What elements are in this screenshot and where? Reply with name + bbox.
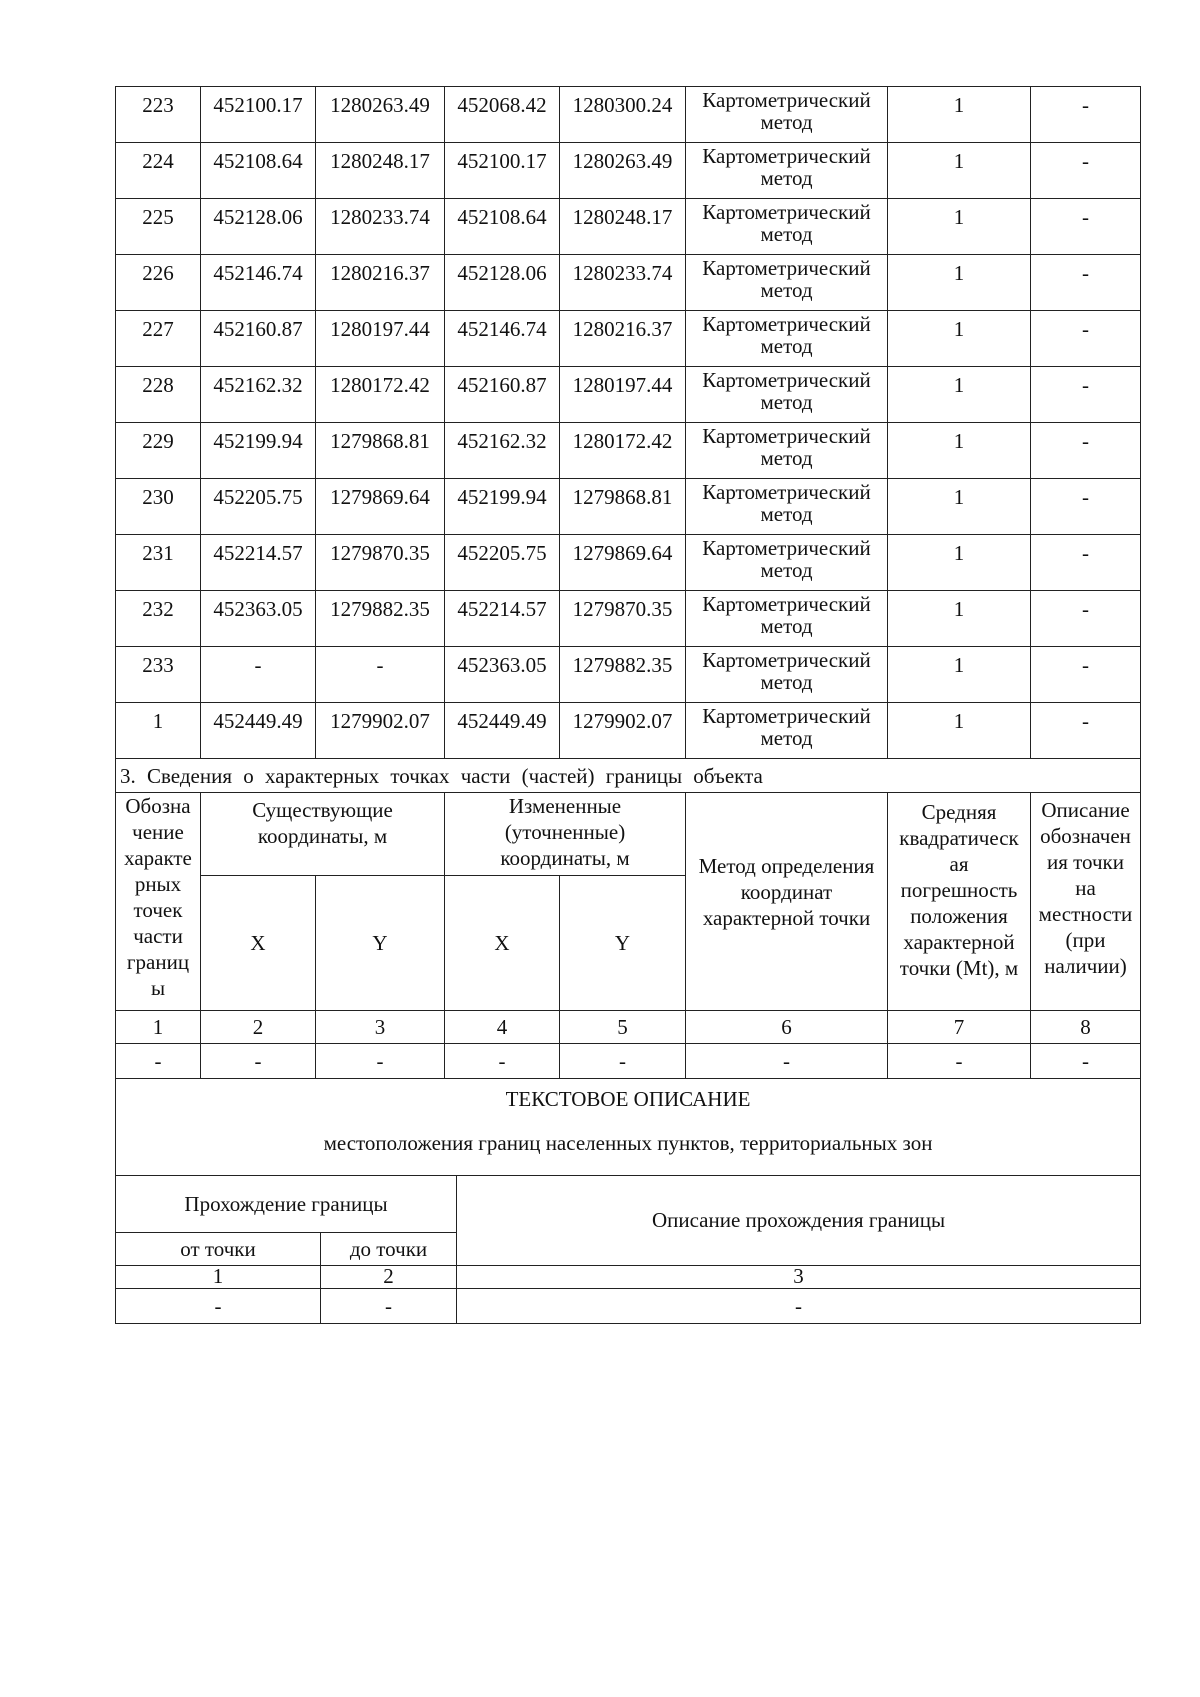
description-value: - bbox=[1031, 423, 1141, 479]
text-description-subtitle: местоположения границ населенных пунктов, территориальных зон bbox=[323, 1130, 933, 1155]
method-label: Картометрический bbox=[702, 256, 871, 280]
empty-cell: - bbox=[560, 1044, 686, 1079]
table-row bbox=[116, 255, 1141, 311]
changed-y: 1279869.64 bbox=[560, 535, 686, 591]
header-line: положения bbox=[910, 904, 1008, 928]
existing-x: 452146.74 bbox=[201, 255, 316, 311]
method-cell bbox=[686, 143, 888, 199]
changed-x: 452146.74 bbox=[445, 311, 560, 367]
error-value: 1 bbox=[888, 535, 1031, 591]
empty-cell: - bbox=[1031, 1044, 1141, 1079]
header-line: местности bbox=[1038, 902, 1133, 926]
error-value: 1 bbox=[888, 199, 1031, 255]
header-line: координаты, м bbox=[257, 824, 388, 848]
method-label: метод bbox=[760, 670, 813, 694]
header-error bbox=[888, 793, 1031, 1011]
header-line: наличии) bbox=[1044, 954, 1127, 978]
description-value: - bbox=[1031, 87, 1141, 143]
table-row bbox=[116, 535, 1141, 591]
passage-empty-row bbox=[116, 1288, 1141, 1323]
empty-cell: - bbox=[316, 1044, 445, 1079]
method-cell bbox=[686, 423, 888, 479]
error-value: 1 bbox=[888, 479, 1031, 535]
method-cell bbox=[686, 199, 888, 255]
header-line: погрешность bbox=[900, 878, 1018, 902]
point-number: 224 bbox=[116, 143, 201, 199]
section-3-empty-row bbox=[116, 1044, 1141, 1079]
passage-header: Прохождение границы bbox=[116, 1175, 457, 1232]
method-label: метод bbox=[760, 166, 813, 190]
text-description-title-row bbox=[116, 1078, 1141, 1175]
header-line: Обозна bbox=[125, 794, 191, 818]
existing-x: 452199.94 bbox=[201, 423, 316, 479]
error-value: 1 bbox=[888, 87, 1031, 143]
header-line: обозначен bbox=[1040, 824, 1131, 848]
changed-x: 452199.94 bbox=[445, 479, 560, 535]
existing-y: 1279882.35 bbox=[316, 591, 445, 647]
table-row bbox=[116, 591, 1141, 647]
table-row bbox=[116, 423, 1141, 479]
header-line: Средняя bbox=[921, 800, 997, 824]
table-row bbox=[116, 199, 1141, 255]
from-point-header: от точки bbox=[116, 1232, 321, 1265]
existing-y: 1280172.42 bbox=[316, 367, 445, 423]
changed-y: 1279902.07 bbox=[560, 703, 686, 759]
column-number: 8 bbox=[1031, 1011, 1141, 1044]
changed-y: 1280197.44 bbox=[560, 367, 686, 423]
column-number: 1 bbox=[116, 1265, 321, 1288]
header-line: характерной bbox=[903, 930, 1015, 954]
point-number: 231 bbox=[116, 535, 201, 591]
changed-y: 1279882.35 bbox=[560, 647, 686, 703]
changed-x: 452449.49 bbox=[445, 703, 560, 759]
empty-cell: - bbox=[116, 1288, 321, 1323]
existing-y: 1279868.81 bbox=[316, 423, 445, 479]
header-line: ая bbox=[949, 852, 969, 876]
error-value: 1 bbox=[888, 311, 1031, 367]
empty-cell: - bbox=[116, 1044, 201, 1079]
header-line: квадратическ bbox=[899, 826, 1019, 850]
changed-y: 1280172.42 bbox=[560, 423, 686, 479]
existing-x: 452162.32 bbox=[201, 367, 316, 423]
header-designation bbox=[116, 793, 201, 1011]
method-label: Картометрический bbox=[702, 648, 871, 672]
description-value: - bbox=[1031, 703, 1141, 759]
header-line: ы bbox=[150, 976, 166, 1000]
section-3-title-row bbox=[116, 759, 1141, 793]
existing-y: 1280216.37 bbox=[316, 255, 445, 311]
header-description bbox=[1031, 793, 1141, 1011]
method-label: метод bbox=[760, 390, 813, 414]
existing-y: 1279870.35 bbox=[316, 535, 445, 591]
existing-x: 452100.17 bbox=[201, 87, 316, 143]
method-cell bbox=[686, 255, 888, 311]
table-row bbox=[116, 367, 1141, 423]
method-label: Картометрический bbox=[702, 200, 871, 224]
text-description-table bbox=[115, 1078, 1141, 1324]
existing-x: - bbox=[201, 647, 316, 703]
point-number: 232 bbox=[116, 591, 201, 647]
method-label: метод bbox=[760, 558, 813, 582]
method-cell bbox=[686, 479, 888, 535]
header-line: рных bbox=[134, 872, 182, 896]
method-label: Картометрический bbox=[702, 424, 871, 448]
changed-x: 452108.64 bbox=[445, 199, 560, 255]
description-value: - bbox=[1031, 367, 1141, 423]
description-value: - bbox=[1031, 591, 1141, 647]
column-number: 3 bbox=[316, 1011, 445, 1044]
method-label: метод bbox=[760, 502, 813, 526]
method-label: Картометрический bbox=[702, 312, 871, 336]
empty-cell: - bbox=[888, 1044, 1031, 1079]
table-row bbox=[116, 87, 1141, 143]
method-label: Картометрический bbox=[702, 368, 871, 392]
method-label: метод bbox=[760, 222, 813, 246]
existing-x: 452108.64 bbox=[201, 143, 316, 199]
existing-y: 1279869.64 bbox=[316, 479, 445, 535]
table-row bbox=[116, 647, 1141, 703]
table-row bbox=[116, 143, 1141, 199]
method-label: Картометрический bbox=[702, 592, 871, 616]
empty-cell: - bbox=[686, 1044, 888, 1079]
point-number: 227 bbox=[116, 311, 201, 367]
empty-cell: - bbox=[457, 1288, 1141, 1323]
empty-cell: - bbox=[321, 1288, 457, 1323]
to-point-header: до точки bbox=[321, 1232, 457, 1265]
header-line: Метод определения bbox=[698, 854, 875, 878]
point-number: 225 bbox=[116, 199, 201, 255]
point-number: 229 bbox=[116, 423, 201, 479]
error-value: 1 bbox=[888, 423, 1031, 479]
description-value: - bbox=[1031, 535, 1141, 591]
method-label: метод bbox=[760, 110, 813, 134]
changed-x: 452162.32 bbox=[445, 423, 560, 479]
method-label: метод bbox=[760, 334, 813, 358]
changed-x: 452214.57 bbox=[445, 591, 560, 647]
error-value: 1 bbox=[888, 367, 1031, 423]
method-cell bbox=[686, 703, 888, 759]
changed-x: 452068.42 bbox=[445, 87, 560, 143]
header-line: чение bbox=[132, 820, 184, 844]
changed-x: 452128.06 bbox=[445, 255, 560, 311]
error-value: 1 bbox=[888, 143, 1031, 199]
column-number: 3 bbox=[457, 1265, 1141, 1288]
header-line: границ bbox=[126, 950, 190, 974]
existing-y: 1280263.49 bbox=[316, 87, 445, 143]
changed-y: 1280263.49 bbox=[560, 143, 686, 199]
changed-y: 1280233.74 bbox=[560, 255, 686, 311]
method-label: Картометрический bbox=[702, 704, 871, 728]
method-label: Картометрический bbox=[702, 88, 871, 112]
point-number: 223 bbox=[116, 87, 201, 143]
error-value: 1 bbox=[888, 647, 1031, 703]
existing-y: 1279902.07 bbox=[316, 703, 445, 759]
header-line: на bbox=[1075, 876, 1096, 900]
changed-y: 1280300.24 bbox=[560, 87, 686, 143]
header-changed-y: Y bbox=[560, 876, 686, 1011]
method-label: метод bbox=[760, 278, 813, 302]
existing-x: 452363.05 bbox=[201, 591, 316, 647]
method-label: метод bbox=[760, 446, 813, 470]
description-value: - bbox=[1031, 199, 1141, 255]
description-value: - bbox=[1031, 255, 1141, 311]
header-line: (уточненные) bbox=[504, 820, 626, 844]
text-description-heading: ТЕКСТОВОЕ ОПИСАНИЕ bbox=[505, 1086, 751, 1111]
description-value: - bbox=[1031, 479, 1141, 535]
existing-x: 452449.49 bbox=[201, 703, 316, 759]
existing-y: 1280248.17 bbox=[316, 143, 445, 199]
existing-x: 452214.57 bbox=[201, 535, 316, 591]
section-3-title: 3. Сведения о характерных точках части (частей) границы объекта bbox=[116, 759, 1141, 793]
description-value: - bbox=[1031, 311, 1141, 367]
column-number: 7 bbox=[888, 1011, 1031, 1044]
table-row bbox=[116, 703, 1141, 759]
column-number: 5 bbox=[560, 1011, 686, 1044]
changed-x: 452363.05 bbox=[445, 647, 560, 703]
header-line: ия точки bbox=[1046, 850, 1124, 874]
error-value: 1 bbox=[888, 255, 1031, 311]
header-changed-x: X bbox=[445, 876, 560, 1011]
table-row bbox=[116, 311, 1141, 367]
header-line: точки (Mt), м bbox=[899, 956, 1019, 980]
header-line: Существующие bbox=[252, 798, 393, 822]
passage-header-row bbox=[116, 1175, 1141, 1232]
header-existing-y: Y bbox=[316, 876, 445, 1011]
description-value: - bbox=[1031, 647, 1141, 703]
column-number: 2 bbox=[321, 1265, 457, 1288]
method-label: метод bbox=[760, 614, 813, 638]
existing-y: 1280197.44 bbox=[316, 311, 445, 367]
header-line: Измененные bbox=[508, 794, 622, 818]
description-value: - bbox=[1031, 143, 1141, 199]
table-row bbox=[116, 479, 1141, 535]
method-cell bbox=[686, 311, 888, 367]
method-cell bbox=[686, 535, 888, 591]
changed-x: 452205.75 bbox=[445, 535, 560, 591]
coordinates-table-body bbox=[116, 87, 1141, 759]
method-cell bbox=[686, 647, 888, 703]
changed-y: 1279870.35 bbox=[560, 591, 686, 647]
column-number: 4 bbox=[445, 1011, 560, 1044]
existing-x: 452128.06 bbox=[201, 199, 316, 255]
coordinates-table bbox=[115, 86, 1141, 1079]
method-label: Картометрический bbox=[702, 536, 871, 560]
point-number: 228 bbox=[116, 367, 201, 423]
method-cell bbox=[686, 591, 888, 647]
column-number: 2 bbox=[201, 1011, 316, 1044]
header-line: координаты, м bbox=[500, 846, 630, 870]
changed-x: 452100.17 bbox=[445, 143, 560, 199]
point-number: 233 bbox=[116, 647, 201, 703]
header-line: (при bbox=[1065, 928, 1106, 952]
changed-y: 1280216.37 bbox=[560, 311, 686, 367]
header-changed-coordinates bbox=[445, 793, 686, 876]
document-page bbox=[115, 86, 1140, 1324]
method-cell bbox=[686, 87, 888, 143]
point-number: 1 bbox=[116, 703, 201, 759]
error-value: 1 bbox=[888, 591, 1031, 647]
existing-y: 1280233.74 bbox=[316, 199, 445, 255]
header-line: Описание bbox=[1041, 798, 1130, 822]
header-line: координат bbox=[740, 880, 833, 904]
method-cell bbox=[686, 367, 888, 423]
error-value: 1 bbox=[888, 703, 1031, 759]
method-label: Картометрический bbox=[702, 480, 871, 504]
section-3-column-numbers bbox=[116, 1011, 1141, 1044]
existing-y: - bbox=[316, 647, 445, 703]
empty-cell: - bbox=[201, 1044, 316, 1079]
header-existing-coordinates bbox=[201, 793, 445, 876]
header-line: характерной точки bbox=[702, 906, 871, 930]
existing-x: 452205.75 bbox=[201, 479, 316, 535]
header-existing-x: X bbox=[201, 876, 316, 1011]
changed-y: 1280248.17 bbox=[560, 199, 686, 255]
header-line: части bbox=[133, 924, 183, 948]
point-number: 230 bbox=[116, 479, 201, 535]
header-line: точек bbox=[133, 898, 183, 922]
section-3-header-row bbox=[116, 793, 1141, 876]
column-number: 1 bbox=[116, 1011, 201, 1044]
header-line: характе bbox=[124, 846, 192, 870]
existing-x: 452160.87 bbox=[201, 311, 316, 367]
passage-column-numbers bbox=[116, 1265, 1141, 1288]
method-label: Картометрический bbox=[702, 144, 871, 168]
changed-y: 1279868.81 bbox=[560, 479, 686, 535]
passage-description-header: Описание прохождения границы bbox=[457, 1175, 1141, 1265]
point-number: 226 bbox=[116, 255, 201, 311]
method-label: метод bbox=[760, 726, 813, 750]
changed-x: 452160.87 bbox=[445, 367, 560, 423]
header-method bbox=[686, 793, 888, 1011]
column-number: 6 bbox=[686, 1011, 888, 1044]
text-description-title bbox=[116, 1078, 1141, 1175]
empty-cell: - bbox=[445, 1044, 560, 1079]
